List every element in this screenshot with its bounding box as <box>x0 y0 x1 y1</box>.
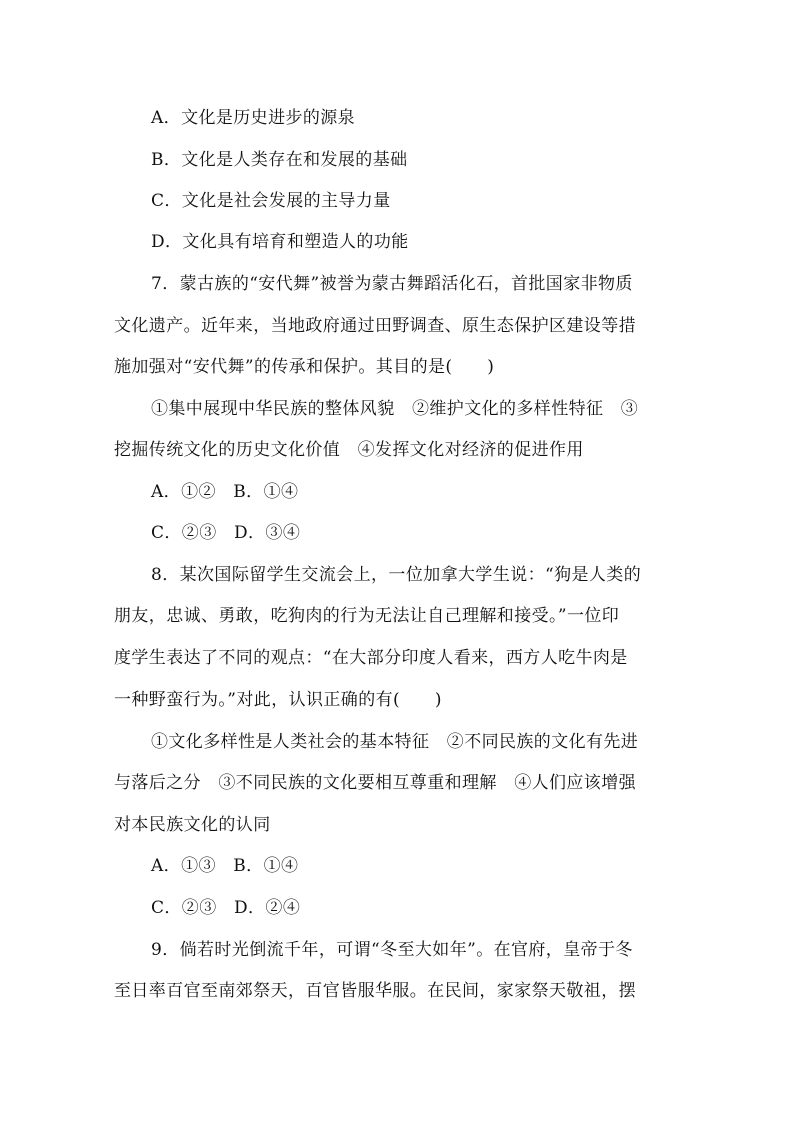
q6-option-d: D．文化具有培育和塑造人的功能 <box>151 232 409 252</box>
q8-stem-line-2: 朋友，忠诚、勇敢，吃狗肉的行为无法让自己理解和接受。”一位印 <box>114 606 620 626</box>
q8-stem-line-1: 8．某次国际留学生交流会上，一位加拿大学生说：“狗是人类的 <box>151 565 642 585</box>
q8-stem-line-4: 一种野蛮行为。”对此，认识正确的有( ) <box>114 690 442 710</box>
q8-items-line-3: 对本民族文化的认同 <box>114 815 271 835</box>
q7-items-line-2: 挖掘传统文化的历史文化价值 ④发挥文化对经济的促进作用 <box>114 440 584 460</box>
q8-items-line-2: 与落后之分 ③不同民族的文化要相互尊重和理解 ④人们应该增强 <box>114 773 636 793</box>
q8-options-line-1: A．①③ B．①④ <box>151 856 299 876</box>
q8-stem-line-3: 度学生表达了不同的观点：“在大部分印度人看来，西方人吃牛肉是 <box>114 648 628 668</box>
q7-items-line-1: ①集中展现中华民族的整体风貌 ②维护文化的多样性特征 ③ <box>151 399 639 419</box>
q6-option-a: A．文化是历史进步的源泉 <box>151 108 356 128</box>
q7-options-line-1: A．①② B．①④ <box>151 482 299 502</box>
q9-stem-line-2: 至日率百官至南郊祭天，百官皆服华服。在民间，家家祭天敬祖，摆 <box>114 981 636 1001</box>
q7-stem-line-2: 文化遗产。近年来，当地政府通过田野调查、原生态保护区建设等措 <box>114 316 636 336</box>
q7-stem-line-3: 施加强对“安代舞”的传承和保护。其目的是( ) <box>114 357 495 377</box>
q8-options-line-2: C．②③ D．②④ <box>151 898 301 918</box>
q7-stem-line-1: 7．蒙古族的“安代舞”被誉为蒙古舞蹈活化石，首批国家非物质 <box>151 274 633 294</box>
q7-options-line-2: C．②③ D．③④ <box>151 523 301 543</box>
q8-items-line-1: ①文化多样性是人类社会的基本特征 ②不同民族的文化有先进 <box>151 732 639 752</box>
q6-option-c: C．文化是社会发展的主导力量 <box>151 191 391 211</box>
q6-option-b: B．文化是人类存在和发展的基础 <box>151 150 408 170</box>
q9-stem-line-1: 9．倘若时光倒流千年，可谓“冬至大如年”。在官府，皇帝于冬 <box>151 940 633 960</box>
